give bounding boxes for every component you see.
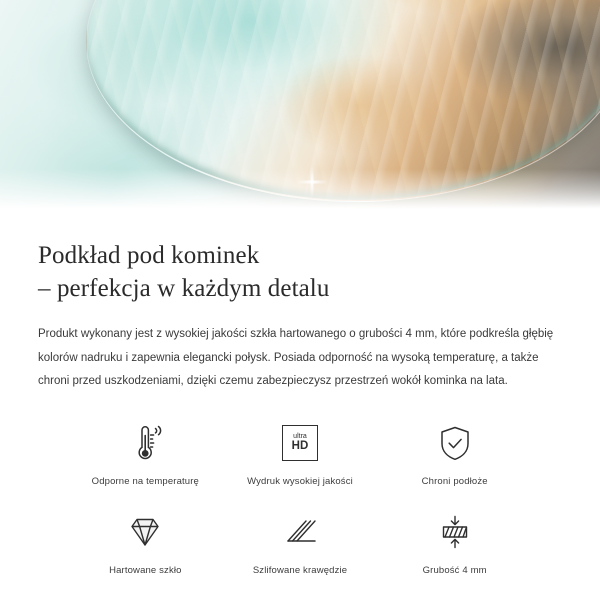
feature-item-thickness xyxy=(377,509,532,576)
body-paragraph: Produkt wykonany jest z wysokiej jakości szkła hartowanego o grubości 4 mm, które podkreśla głębię kolorów nadruku i zapewnia elegancki połysk. Posiada odporność na wysoką temperaturę, a także chroni przed uszkodzeniami, dzięki czemu zabezpieczysz przestrzeń wokół kominka na lata. xyxy=(38,328,554,388)
feature-label: Hartowane szkło xyxy=(109,564,182,576)
ultra-hd-badge-top: ultra xyxy=(293,432,307,440)
feature-label: Chroni podłoże xyxy=(421,475,488,487)
page-title xyxy=(38,239,562,305)
feature-label: Odporne na temperaturę xyxy=(91,475,199,487)
diamond-icon xyxy=(125,509,165,555)
hero-image xyxy=(0,0,600,215)
feature-item-surface-protection xyxy=(377,420,532,487)
content-block xyxy=(0,215,600,576)
headline-line-2: – perfekcja w każdym detalu xyxy=(38,275,330,302)
headline-line-1: Podkład pod kominek xyxy=(38,242,260,269)
thickness-arrows-icon xyxy=(435,509,475,555)
feature-grid xyxy=(38,420,562,576)
feature-label: Grubość 4 mm xyxy=(422,564,487,576)
ultra-hd-badge-bottom: HD xyxy=(291,439,309,452)
feature-item-tempered-glass xyxy=(68,509,223,576)
feature-label: Wydruk wysokiej jakości xyxy=(247,475,353,487)
feature-label: Szlifowane krawędzie xyxy=(252,564,348,576)
feature-item-temperature xyxy=(68,420,223,487)
ultra-hd-icon xyxy=(282,420,318,466)
polished-edges-icon xyxy=(280,509,320,555)
hero-fade-overlay xyxy=(0,169,600,215)
feature-item-print-quality xyxy=(223,420,378,487)
thermometer-icon xyxy=(125,420,165,466)
shield-check-icon xyxy=(436,420,474,466)
feature-item-polished-edges xyxy=(223,509,378,576)
